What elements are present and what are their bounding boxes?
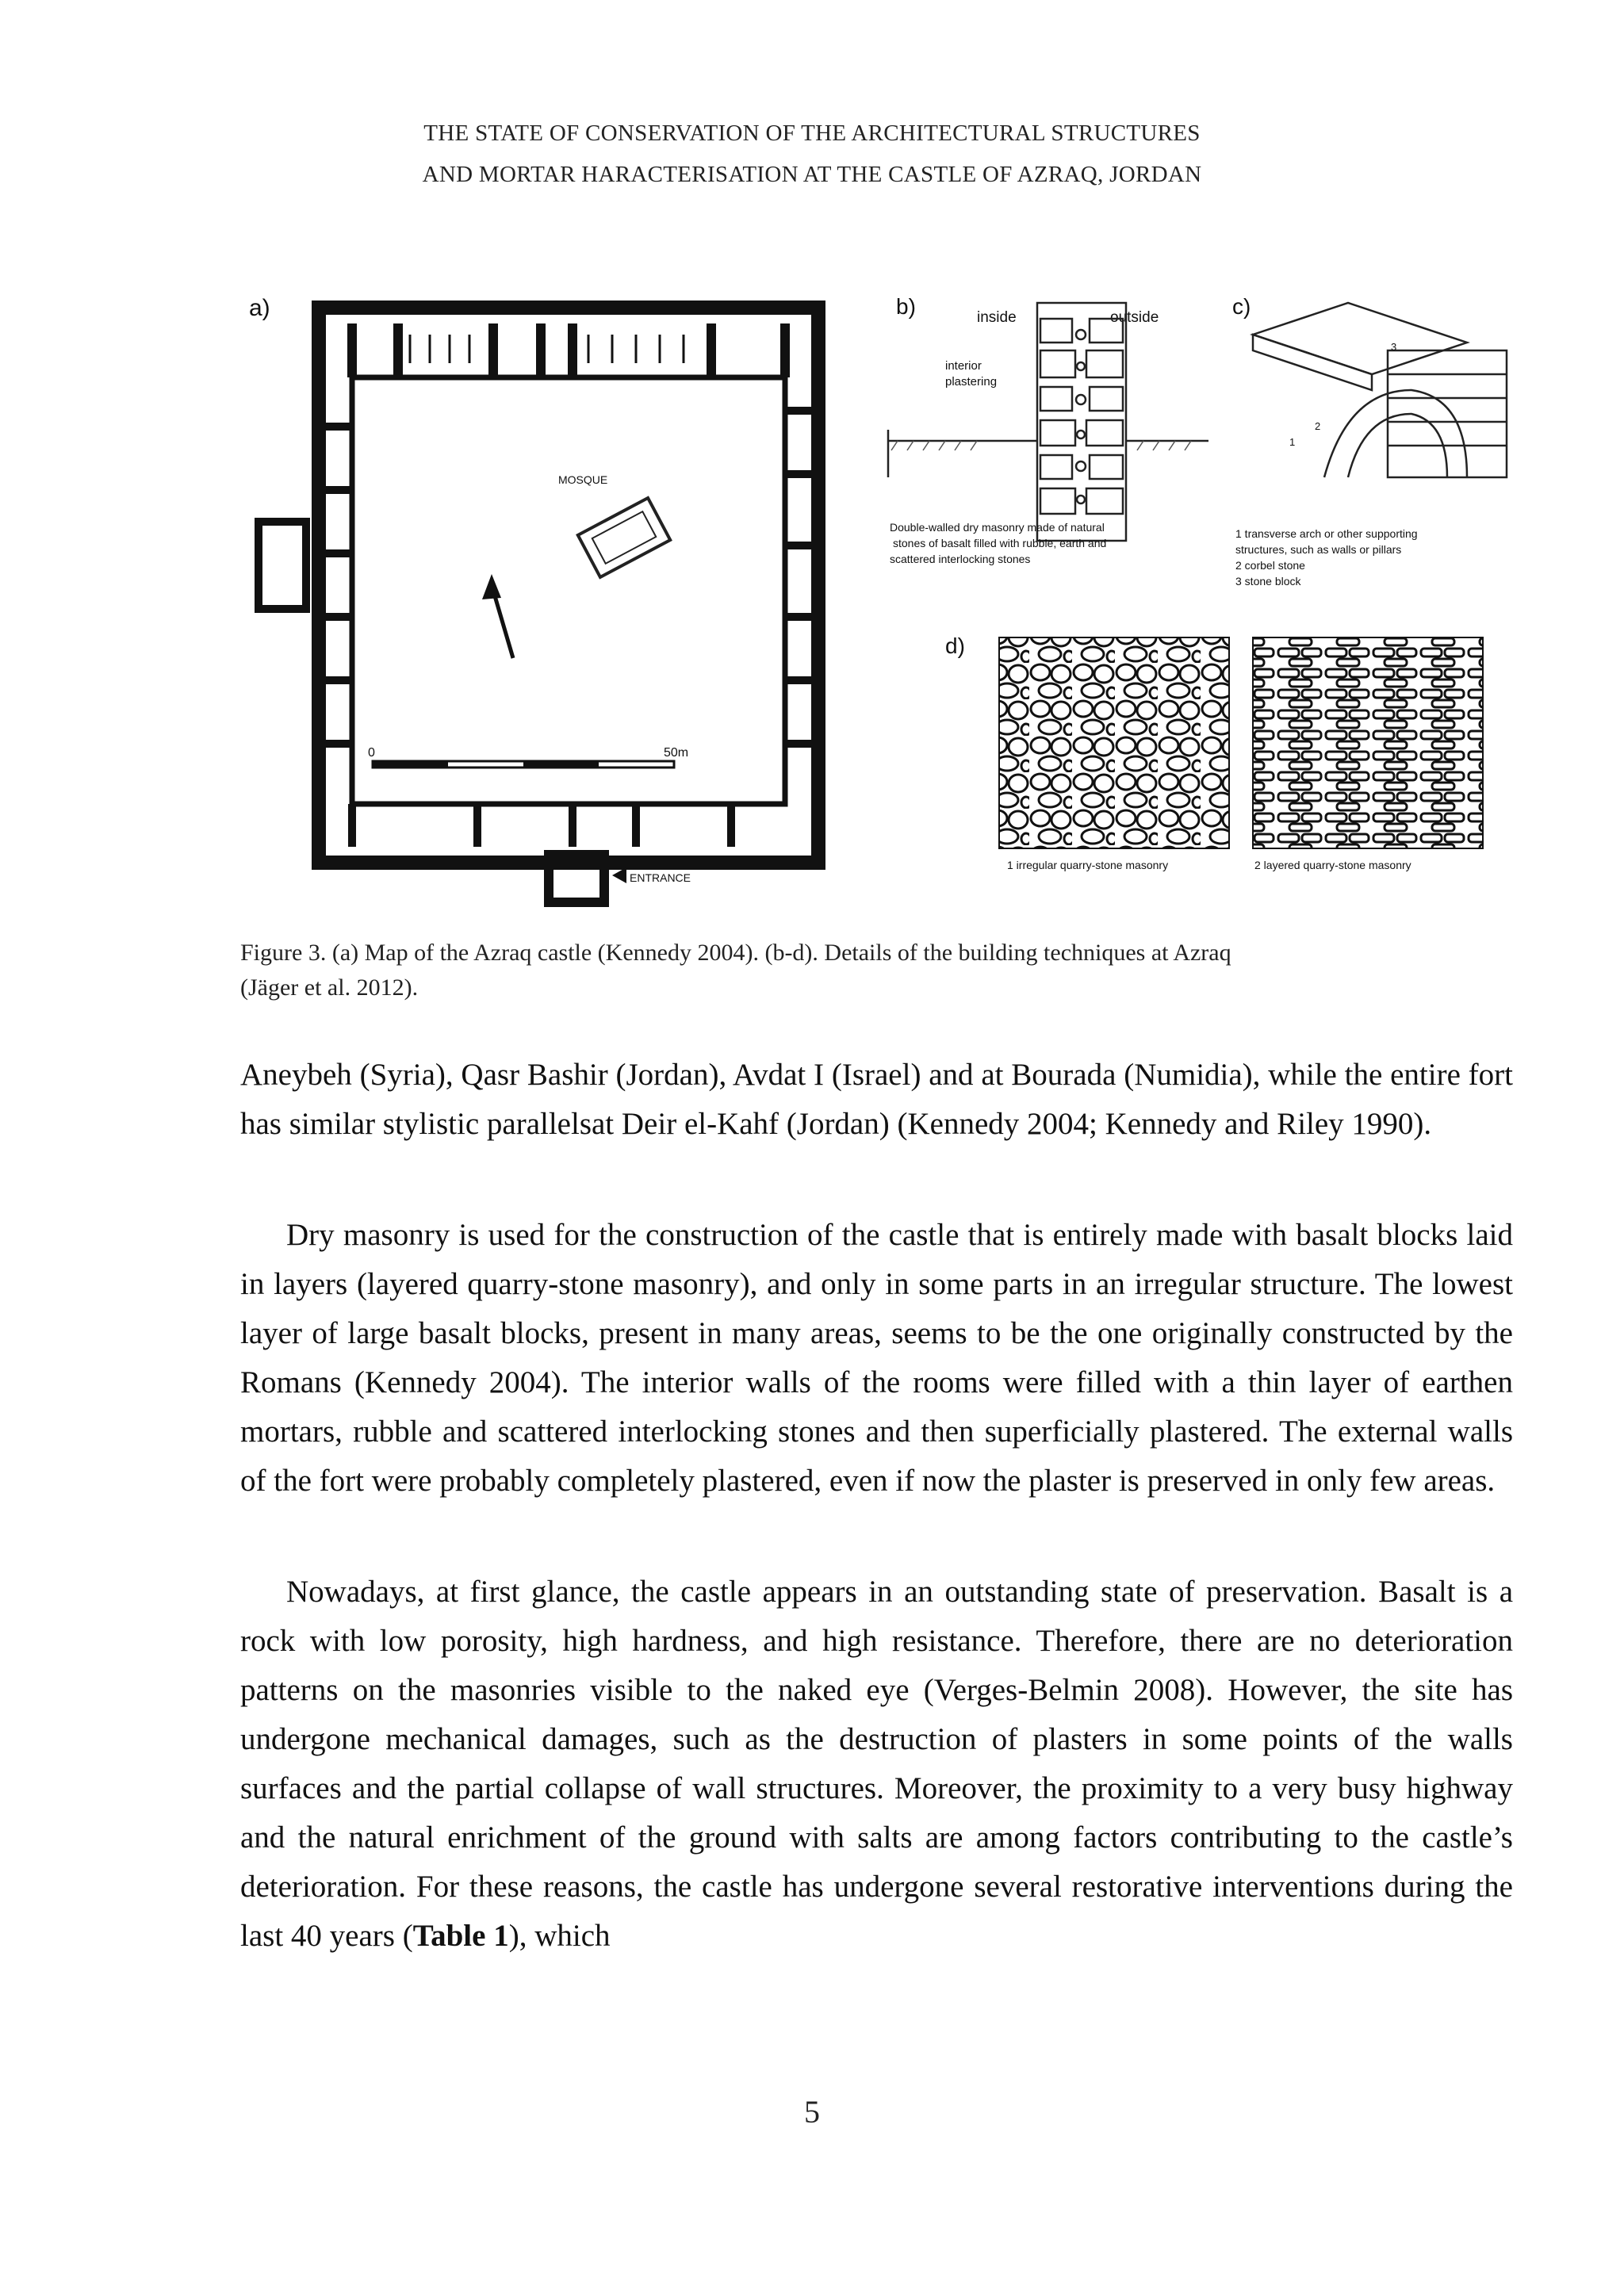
scale-end-label: 50m: [664, 746, 689, 760]
page-number: 5: [804, 2094, 820, 2130]
panel-b-label: b): [896, 294, 916, 319]
paragraph-2: Dry masonry is used for the construction of the castle that is entirely made with basalt blocks laid in layers (layered quarry-stone masonry), and only in some parts in an irregular structure. The lowest layer of large basalt blocks, present in many areas, seems to be the one originally constructed by the Romans (Kennedy 2004). The interior walls of the rooms were filled with a thin layer of earthen mortars, rubble and scattered interlocking stones and then superficially plastered. The external walls of the fort were probably completely plastered, even if now the plaster is preserved in only few areas.: [240, 1218, 1513, 1498]
paragraph-3: [240, 1568, 1513, 1961]
wall-section-figure: [882, 287, 1215, 588]
figure-caption-line-1: Figure 3. (a) Map of the Azraq castle (Kennedy 2004). (b-d). Details of the building techniques at Azraq: [240, 940, 1231, 966]
svg-text:1: 1: [1289, 436, 1296, 448]
panel-c-label: c): [1232, 294, 1251, 319]
inside-label: inside: [977, 309, 1017, 326]
arch-legend-1a: 1 transverse arch or other supporting: [1235, 527, 1418, 540]
panel-d-label: d): [945, 634, 965, 658]
panel-a-label: a): [249, 295, 270, 321]
svg-text:3: 3: [1391, 341, 1397, 353]
castle-plan-figure: [239, 284, 850, 918]
running-header-line-1: THE STATE OF CONSERVATION OF THE ARCHITECTURAL STRUCTURES: [423, 121, 1201, 146]
wall-desc-line-1: Double-walled dry masonry made of natural: [890, 521, 1105, 534]
arch-figure: [1229, 287, 1570, 588]
paragraph-1: Aneybeh (Syria), Qasr Bashir (Jordan), Avdat I (Israel) and at Bourada (Numidia), while the entire fort has similar stylistic parallelsat Deir el-Kahf (Jordan) (Kennedy 2004; Kennedy and Riley 1990).: [240, 1058, 1513, 1141]
arch-legend-2: 2 corbel stone: [1235, 559, 1305, 572]
entrance-label: ENTRANCE: [630, 871, 691, 884]
running-header-line-2: AND MORTAR HARACTERISATION AT THE CASTLE OF AZRAQ, JORDAN: [422, 162, 1202, 187]
paragraph-3-tail: ), which: [508, 1919, 611, 1953]
masonry-textures-figure: [944, 626, 1578, 880]
interior-label-2: plastering: [945, 375, 998, 389]
figure-caption: [240, 936, 1513, 1005]
arch-legend-1b: structures, such as walls or pillars: [1235, 543, 1402, 556]
interior-label-1: interior: [945, 359, 982, 373]
paragraph-3-text: Nowadays, at first glance, the castle appears in an outstanding state of preservation. Basalt is a rock with low porosity, high hardness, and high resistance. Therefore, there are no deterioration patterns on the masonries visible to the naked eye (Verges-Belmin 2008). However, the site has undergone mechanical damages, such as the destruction of plasters in some points of the walls surfaces and the partial collapse of wall structures. Moreover, the proximity to a very busy highway and the natural enrichment of the ground with salts are among factors contributing to the castle’s deterioration. For these reasons, the castle has undergone several restorative interventions during the last 40 years (: [240, 1575, 1513, 1953]
mosque-label: MOSQUE: [558, 473, 608, 486]
wall-desc-line-2: stones of basalt filled with rubble, earth and: [893, 537, 1107, 549]
wall-desc-line-3: scattered interlocking stones: [890, 553, 1031, 565]
svg-text:2: 2: [1315, 420, 1321, 432]
scale-start-label: 0: [368, 746, 375, 760]
table-1-reference[interactable]: Table 1: [412, 1919, 509, 1953]
outside-label: outside: [1110, 309, 1159, 326]
figure-caption-line-2: (Jäger et al. 2012).: [240, 974, 419, 1001]
arch-legend-3: 3 stone block: [1235, 575, 1301, 588]
irregular-masonry-caption: 1 irregular quarry-stone masonry: [1007, 859, 1169, 871]
layered-masonry-caption: 2 layered quarry-stone masonry: [1254, 859, 1411, 871]
